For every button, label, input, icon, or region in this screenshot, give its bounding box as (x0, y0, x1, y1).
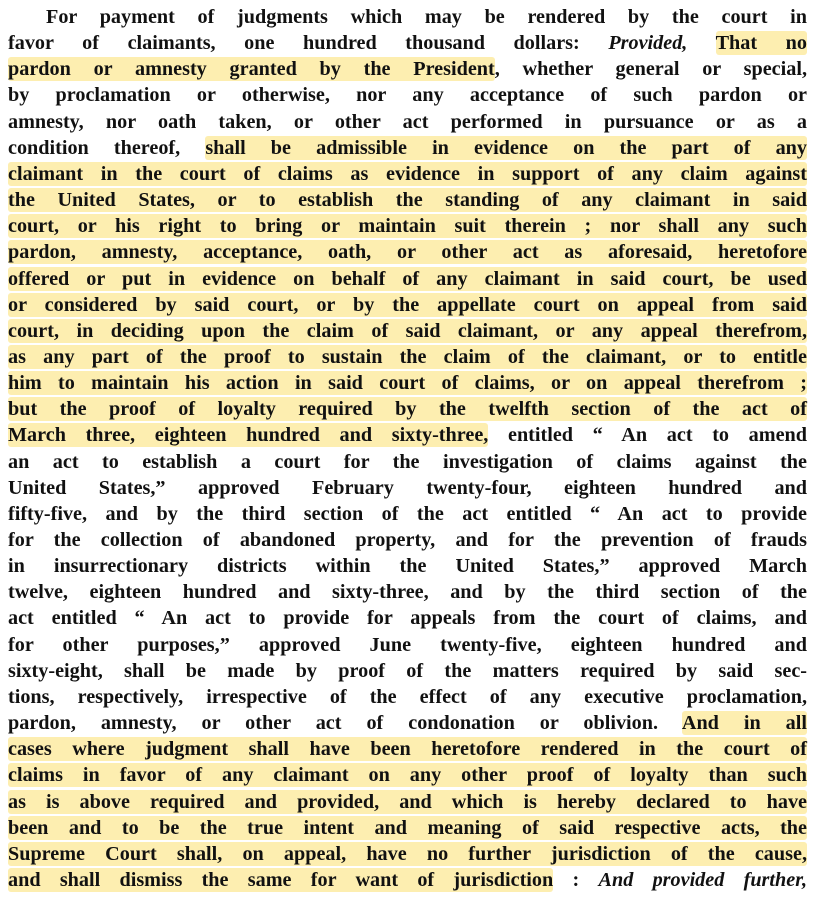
text-line (8, 736, 807, 763)
text-line (8, 605, 807, 632)
highlighted-text: the United States, or to establish the standing of any claimant in said (8, 189, 807, 212)
text-segment: , whether general or special, (494, 58, 807, 81)
text-line (8, 710, 807, 737)
text-line (8, 658, 807, 685)
text-segment (687, 32, 715, 54)
text-segment: : (553, 868, 599, 891)
text-segment: for the collection of abandoned property, and for the prevention of frauds (8, 529, 807, 551)
text-segment: pardon, amnesty, or other act of condonation or oblivion. (8, 712, 682, 735)
text-line (8, 56, 807, 83)
highlighted-text: him to maintain his action in said court of claims, or on appeal therefrom ; (8, 372, 807, 395)
text-line (8, 579, 807, 606)
highlighted-text: pardon or amnesty granted by the President (8, 58, 495, 81)
highlighted-text: court, or his right to bring or maintain suit therein ; nor shall any such (8, 215, 807, 238)
text-segment: tions, respectively, irrespective of the effect of any executive proclamation, (8, 685, 807, 708)
text-segment: twelve, eighteen hundred and sixty-three, and by the third section of the (8, 581, 807, 604)
highlighted-text: and shall dismiss the same for want of jurisdiction (8, 868, 554, 891)
text-line (8, 161, 807, 188)
text-segment: by proclamation or otherwise, nor any acceptance of such pardon or (8, 84, 807, 107)
text-line (8, 553, 807, 580)
highlighted-text: And in all (681, 712, 807, 735)
text-line (8, 867, 807, 894)
highlighted-text: pardon, amnesty, acceptance, oath, or other act as aforesaid, heretofore (8, 241, 807, 264)
text-segment: act entitled “ An act to provide for appeals from the court of claims, and (8, 607, 807, 630)
highlighted-text: or considered by said court, or by the appellate court on appeal from said (8, 293, 807, 316)
text-line (8, 501, 807, 528)
text-line (8, 187, 807, 214)
text-segment: favor of claimants, one hundred thousand dollars: (8, 32, 609, 55)
italic-text: And provided further, (598, 868, 807, 891)
highlighted-text: as any part of the proof to sustain the claim of the claimant, or to entitle (8, 345, 807, 368)
italic-text: Provided, (608, 32, 688, 55)
text-line (8, 762, 807, 789)
text-line (8, 266, 807, 293)
text-line (8, 789, 807, 816)
text-line (8, 213, 807, 240)
text-line (8, 4, 807, 31)
text-segment: condition thereof, (8, 136, 206, 159)
text-line (8, 135, 807, 162)
highlighted-text: offered or put in evidence on behalf of any claimant in said court, be used (8, 267, 807, 290)
highlighted-text: That no (715, 32, 807, 55)
highlighted-text: court, in deciding upon the claim of said claimant, or any appeal therefrom, (8, 319, 807, 342)
text-segment: amnesty, nor oath taken, or other act performed in pursuance or as a (8, 110, 807, 133)
text-segment: in insurrectionary districts within the United States,” approved March (8, 555, 807, 578)
text-line (8, 30, 807, 57)
text-line (8, 239, 807, 266)
highlighted-text: as is above required and provided, and which is hereby declared to have (8, 790, 807, 813)
text-line (8, 632, 807, 659)
highlighted-text: claims in favor of any claimant on any other proof of loyalty than such (8, 764, 807, 787)
text-line (8, 318, 807, 345)
text-segment: an act to establish a court for the investigation of claims against the (8, 450, 807, 473)
text-segment: entitled “ An act to amend (488, 424, 807, 447)
text-line (8, 475, 807, 502)
text-segment: sixty-eight, shall be made by proof of the matters required by said sec- (8, 659, 807, 682)
highlighted-text: shall be admissible in evidence on the part of any (205, 136, 807, 159)
text-line (8, 344, 807, 371)
text-segment: for other purposes,” approved June twenty-five, eighteen hundred and (8, 633, 807, 656)
text-line (8, 292, 807, 319)
text-segment: fifty-five, and by the third section of the act entitled “ An act to provide (8, 502, 807, 525)
highlighted-text: but the proof of loyalty required by the twelfth section of the act of (8, 398, 807, 421)
text-line (8, 527, 807, 554)
text-line (8, 815, 807, 842)
text-line (8, 109, 807, 136)
text-line (8, 82, 807, 109)
highlighted-text: Supreme Court shall, on appeal, have no further jurisdiction of the cause, (8, 842, 807, 865)
highlighted-text: cases where judgment shall have been heretofore rendered in the court of (8, 738, 807, 761)
text-line (8, 370, 807, 397)
highlighted-text: been and to be the true intent and meaning of said respective acts, the (8, 816, 807, 839)
highlighted-text: claimant in the court of claims as evidence in support of any claim against (8, 162, 807, 185)
text-segment: For payment of judgments which may be rendered by the court in (46, 6, 807, 28)
text-segment: United States,” approved February twenty-four, eighteen hundred and (8, 476, 807, 499)
text-line (8, 841, 807, 868)
text-line (8, 422, 807, 449)
text-line (8, 396, 807, 423)
text-line (8, 449, 807, 476)
text-line (8, 684, 807, 711)
highlighted-text: March three, eighteen hundred and sixty-three, (8, 424, 489, 447)
